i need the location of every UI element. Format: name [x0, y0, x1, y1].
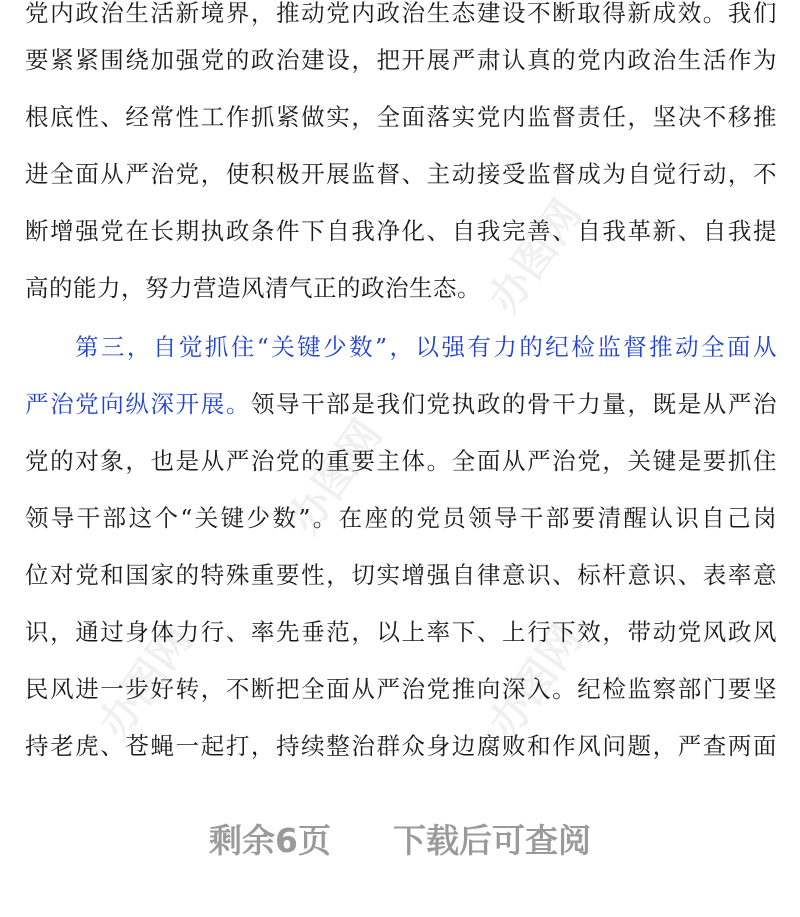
section-heading-end: 严治党向纵深开展。	[25, 390, 251, 418]
download-to-view-label[interactable]: 下载后可查阅	[392, 820, 591, 860]
paragraph-line: 识，通过身体力行、率先垂范，以上率下、上行下效，带动党风政风	[25, 618, 777, 646]
paragraph-text: 领导干部是我们党执政的骨干力量，既是从严治	[250, 390, 778, 418]
remaining-pages-label[interactable]: 剩余6页	[209, 820, 331, 860]
paragraph-line: 领导干部这个“关键少数”。在座的党员领导干部要清醒认识自己岗	[25, 504, 777, 532]
watermark: 办图网	[478, 190, 592, 323]
paragraph-line: 要紧紧围绕加强党的政治建设，把开展严肃认真的党内政治生活作为	[25, 46, 777, 74]
download-prompt	[0, 808, 800, 868]
watermark: 办图网	[478, 615, 592, 748]
paragraph-line: 民风进一步好转，不断把全面从严治党推向深入。纪检监察部门要坚	[25, 675, 777, 703]
paragraph-line: 断增强党在长期执政条件下自我净化、自我完善、自我革新、自我提	[25, 217, 777, 245]
paragraph-line: 进全面从严治党，使积极开展监督、主动接受监督成为自觉行动，不	[25, 160, 777, 188]
paragraph-line: 持老虎、苍蝇一起打，持续整治群众身边腐败和作风问题，严查两面	[25, 732, 777, 760]
paragraph-line: 高的能力，努力营造风清气正的政治生态。	[25, 274, 481, 302]
paragraph-line: 党的对象，也是从严治党的重要主体。全面从严治党，关键是要抓住	[25, 447, 777, 475]
paragraph-line: 根底性、经常性工作抓紧做实，全面落实党内监督责任，坚决不移推	[25, 103, 777, 131]
section-heading-line: 第三，自觉抓住“关键少数”，以强有力的纪检监督推动全面从	[75, 333, 777, 361]
paragraph-line: 位对党和国家的特殊重要性，切实增强自律意识、标杆意识、表率意	[25, 561, 777, 589]
mixed-line	[25, 384, 777, 424]
watermark: 办图网	[278, 410, 392, 543]
paragraph-line: 党内政治生活新境界，推动党内政治生态建设不断取得新成效。我们	[25, 0, 777, 27]
watermark: 办图网	[88, 615, 202, 748]
